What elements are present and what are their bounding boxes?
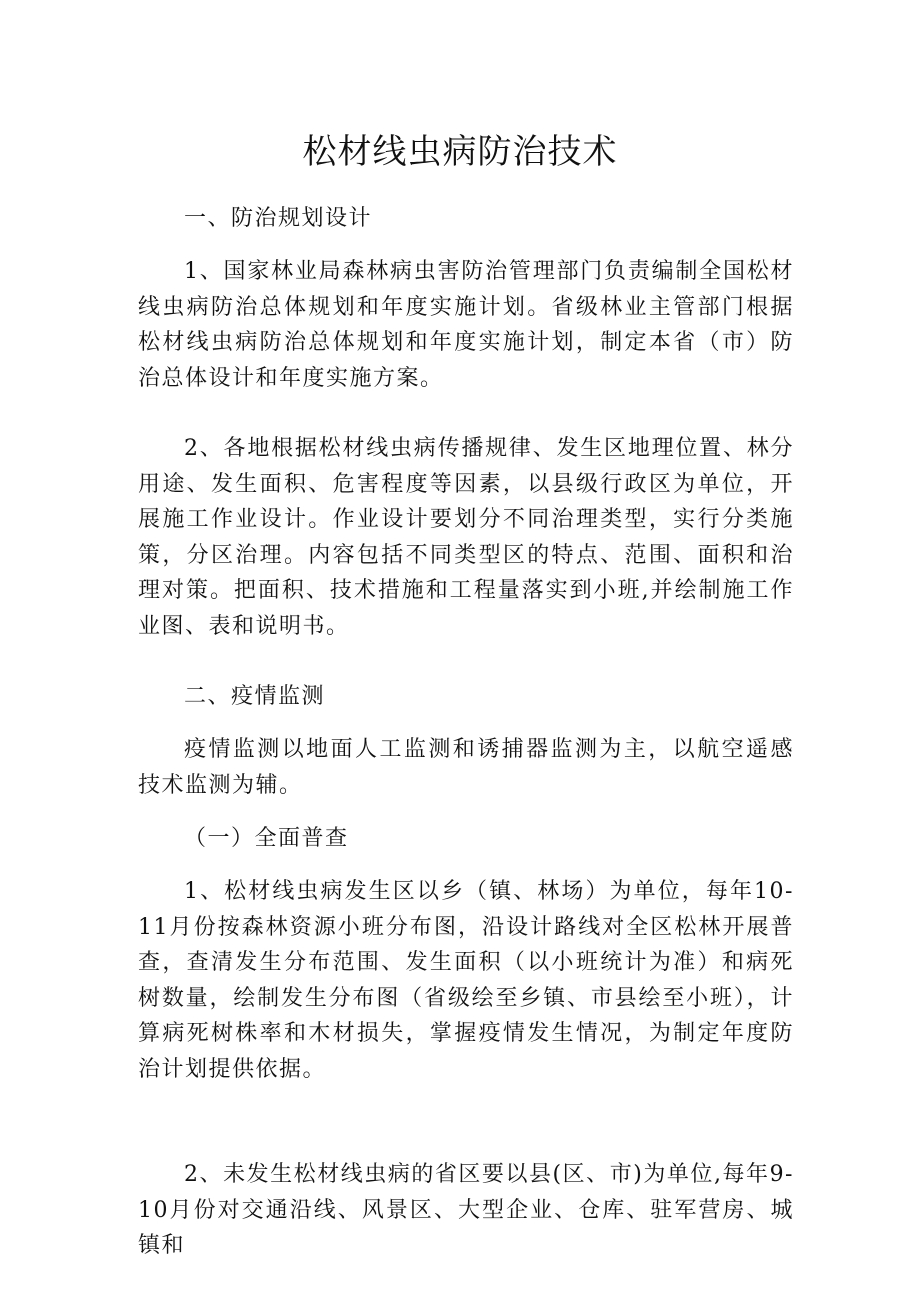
paragraph-survey-1: 1、松材线虫病发生区以乡（镇、林场）为单位，每年10-11月份按森林资源小班分布图，沿设计路线对全区松林开展普查，查清发生分布范围、发生面积（以小班统计为准）和病死树数量，绘制发生分布图（省级绘至乡镇、市县绘至小班），计算病死树株率和木材损失，掌握疫情发生情况，为制定年度防治计划提供依据。	[138, 879, 794, 1082]
paragraph-survey-2: 2、未发生松材线虫病的省区要以县(区、市)为单位,每年9-10月份对交通沿线、风景区、大型企业、仓库、驻军营房、城镇和	[138, 1162, 794, 1258]
section-heading-monitoring: 二、疫情监测	[184, 684, 326, 709]
paragraph-planning-2: 2、各地根据松材线虫病传播规律、发生区地理位置、林分用途、发生面积、危害程度等因素，以县级行政区为单位，开展施工作业设计。作业设计要划分不同治理类型，实行分类施策，分区治理。内容包括不同类型区的特点、范围、面积和治理对策。把面积、技术措施和工程量落实到小班,并绘制施工作业图、表和说明书。	[138, 436, 794, 639]
subsection-heading-survey: （一）全面普查	[184, 826, 349, 851]
section-heading-planning: 一、防治规划设计	[184, 206, 373, 231]
paragraph-monitoring-intro: 疫情监测以地面人工监测和诱捕器监测为主，以航空遥感技术监测为辅。	[138, 737, 794, 798]
document-title: 松材线虫病防治技术	[302, 132, 618, 172]
paragraph-planning-1: 1、国家林业局森林病虫害防治管理部门负责编制全国松材线虫病防治总体规划和年度实施计划。省级林业主管部门根据松材线虫病防治总体规划和年度实施计划，制定本省（市）防治总体设计和年度实施方案。	[138, 259, 794, 391]
